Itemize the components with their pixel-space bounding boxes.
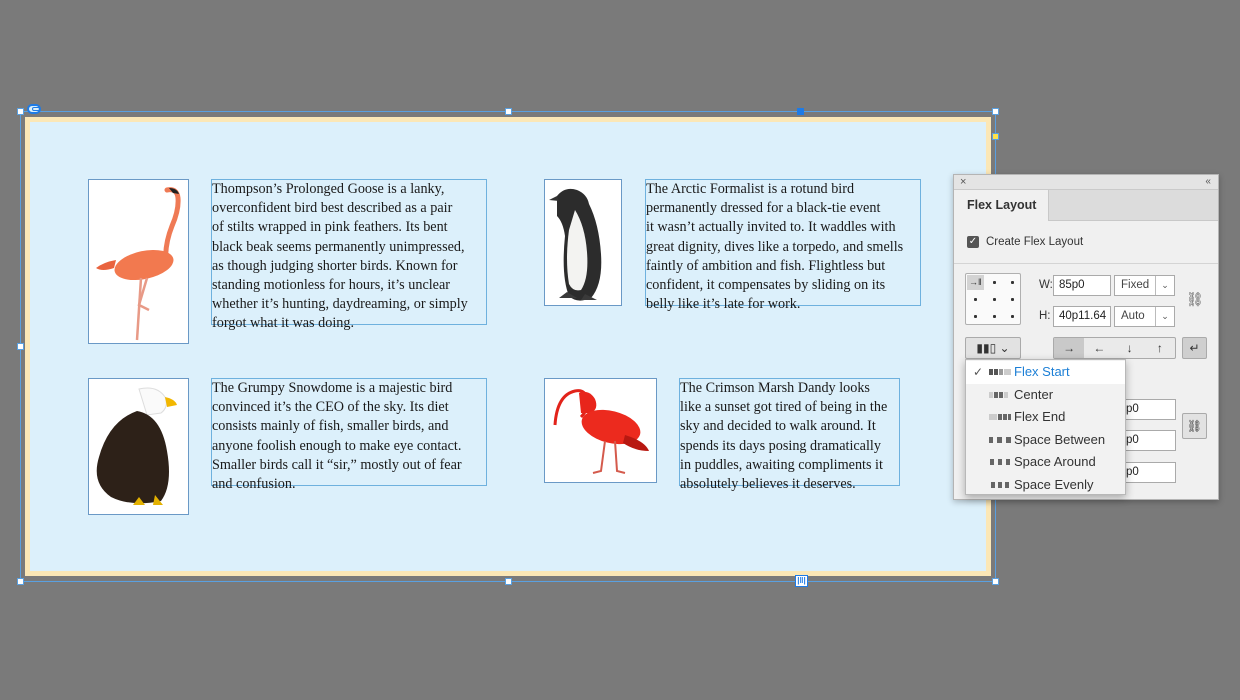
handle-adjust[interactable] [992,133,999,140]
text-line: Thompson’s Prolonged Goose is a lanky, [212,181,445,197]
alignment-grid[interactable] [965,273,1021,325]
text-line: black beak seems permanently unimpressed, [212,238,465,255]
height-mode-select[interactable] [1114,306,1175,327]
handle-bottom-left[interactable] [17,578,24,585]
text-line: anyone foolish enough to make eye contact. [212,437,462,454]
align-dot[interactable] [1011,315,1014,318]
text-line: as though judging shorter birds. Known for [212,257,458,274]
flex-start-icon [989,369,1011,375]
menu-item-space-around[interactable] [966,451,1125,474]
text-line: sky and decided to walk around. It [680,418,876,435]
text-line: and confusion. [212,476,296,493]
text-line: forgot what it was doing. [212,315,354,332]
goose-text-frame[interactable] [211,179,487,332]
menu-item-label: Space Evenly [1014,476,1094,492]
eagle-image[interactable] [88,378,189,515]
width-mode-value: Fixed [1121,279,1150,291]
text-line: faintly of ambition and fish. Flightless but [646,257,886,274]
ibis-image[interactable] [544,378,657,483]
divider [954,263,1218,264]
direction-row-reverse-button[interactable]: ← [1093,341,1106,355]
text-line: belly like it’s late for work. [646,296,801,313]
height-input[interactable]: 40p11.64 [1053,306,1111,327]
handle-bottom-right[interactable] [992,578,999,585]
text-line: in puddles, awaiting compliments it [680,456,883,473]
text-line: Smaller birds call it “sir,” mostly out of fear [212,456,462,473]
menu-item-space-between[interactable] [966,429,1125,452]
margin-input[interactable]: p0 [1120,462,1176,483]
menu-item-label: Flex Start [1014,364,1070,379]
panel-tab-row [954,190,1218,221]
chevron-down-icon: ⌄ [1155,276,1174,295]
gap-input[interactable]: p0 [1120,399,1176,420]
chevron-down-icon: ⌄ [999,341,1010,355]
padding-input[interactable]: p0 [1120,430,1176,451]
text-line: spends its days posing dramatically [680,437,881,454]
text-line: great dignity, dives like a torpedo, and smells [646,238,904,255]
create-flex-layout-row[interactable] [967,235,1083,249]
text-line: confident, it compensates by sliding on its [646,277,886,294]
height-mode-value: Auto [1121,310,1145,322]
center-icon [989,392,1011,398]
align-dot[interactable] [1011,298,1014,301]
menu-item-label: Space Around [1014,454,1096,470]
direction-column-reverse-button[interactable]: ↑ [1156,341,1163,355]
eagle-icon [89,379,188,514]
height-label: H: [1039,310,1051,322]
width-mode-select[interactable] [1114,275,1175,296]
flex-end-icon [989,414,1011,420]
close-icon[interactable]: × [960,176,967,188]
flex-gap-icon[interactable]: |‖| [795,575,808,587]
align-dot[interactable] [1011,281,1014,284]
text-line: like a sunset got tired of being in the [680,399,888,416]
menu-item-center[interactable] [966,384,1125,407]
align-dot[interactable] [974,298,977,301]
penguin-icon [545,180,621,305]
create-flex-layout-checkbox[interactable]: ✓ [968,236,978,247]
text-line: whether it’s hunting, daydreaming, or simply [212,296,468,313]
menu-item-label: Flex End [1014,409,1066,425]
chain-link-icon[interactable] [27,104,41,114]
flamingo-image[interactable] [88,179,189,344]
chevron-down-icon: ⌄ [1155,307,1174,326]
link-values-button[interactable]: ⛓ [1182,413,1207,439]
justify-content-dropdown[interactable] [965,337,1021,359]
menu-item-label: Center [1014,386,1054,402]
width-label: W: [1039,279,1053,291]
text-line: overconfident bird best described as a pair [212,200,453,217]
handle-top-gap[interactable] [797,108,804,115]
menu-item-flex-end[interactable] [966,406,1125,429]
handle-top-left[interactable] [17,108,24,115]
create-flex-layout-label: Create Flex Layout [986,236,1084,248]
check-icon: ✓ [973,365,984,379]
panel-title-bar[interactable] [954,175,1218,190]
align-dot[interactable] [993,298,996,301]
tab-flex-layout[interactable]: Flex Layout [954,190,1049,221]
text-line: convinced it’s the CEO of the sky. Its diet [212,399,449,416]
menu-item-label: Space Between [1014,431,1106,447]
snowdome-text-frame[interactable] [211,378,487,493]
text-line: The Crimson Marsh Dandy looks [680,380,870,396]
handle-top-right[interactable] [992,108,999,115]
justify-content-menu [965,359,1126,495]
align-dot[interactable] [993,315,996,318]
direction-row-button[interactable]: → [1054,338,1084,358]
menu-item-space-evenly[interactable] [966,474,1125,497]
align-start-arrow-icon: →‖ [969,277,982,287]
text-line: absolutely believes it deserves. [680,476,856,493]
text-line: permanently dressed for a black-tie event [646,200,881,217]
wrap-button[interactable]: ↵ [1182,337,1207,359]
collapse-icon[interactable]: ‹‹ [1205,176,1210,187]
ibis-icon [545,379,656,482]
direction-button-group [1053,337,1176,359]
text-line: The Arctic Formalist is a rotund bird [646,181,855,197]
align-dot[interactable] [993,281,996,284]
handle-bottom-middle[interactable] [505,578,512,585]
text-line: consists mainly of fish, smaller birds, and [212,418,449,435]
dandy-text-frame[interactable] [679,378,900,493]
handle-top-middle[interactable] [505,108,512,115]
space-evenly-icon [989,482,1011,488]
penguin-image[interactable] [544,179,622,306]
align-dot[interactable] [974,315,977,318]
text-line: standing motionless for hours, it’s unclear [212,277,451,294]
text-line: of stilts wrapped in pink feathers. Its bent [212,219,448,236]
formalist-text-frame[interactable] [645,179,921,313]
width-input[interactable]: 85p0 [1053,275,1111,296]
constrain-proportions-icon[interactable]: ⛓ [1186,291,1204,307]
justify-icon: ▮▮▯ [976,341,1000,355]
space-around-icon [989,459,1011,465]
handle-middle-left[interactable] [17,343,24,350]
direction-column-button[interactable]: ↓ [1126,341,1133,355]
text-line: it wasn’t actually invited to. It waddles with [646,219,896,236]
space-between-icon [989,437,1011,443]
text-line: The Grumpy Snowdome is a majestic bird [212,380,453,396]
menu-item-flex-start[interactable] [966,361,1125,384]
flamingo-icon [89,180,188,343]
